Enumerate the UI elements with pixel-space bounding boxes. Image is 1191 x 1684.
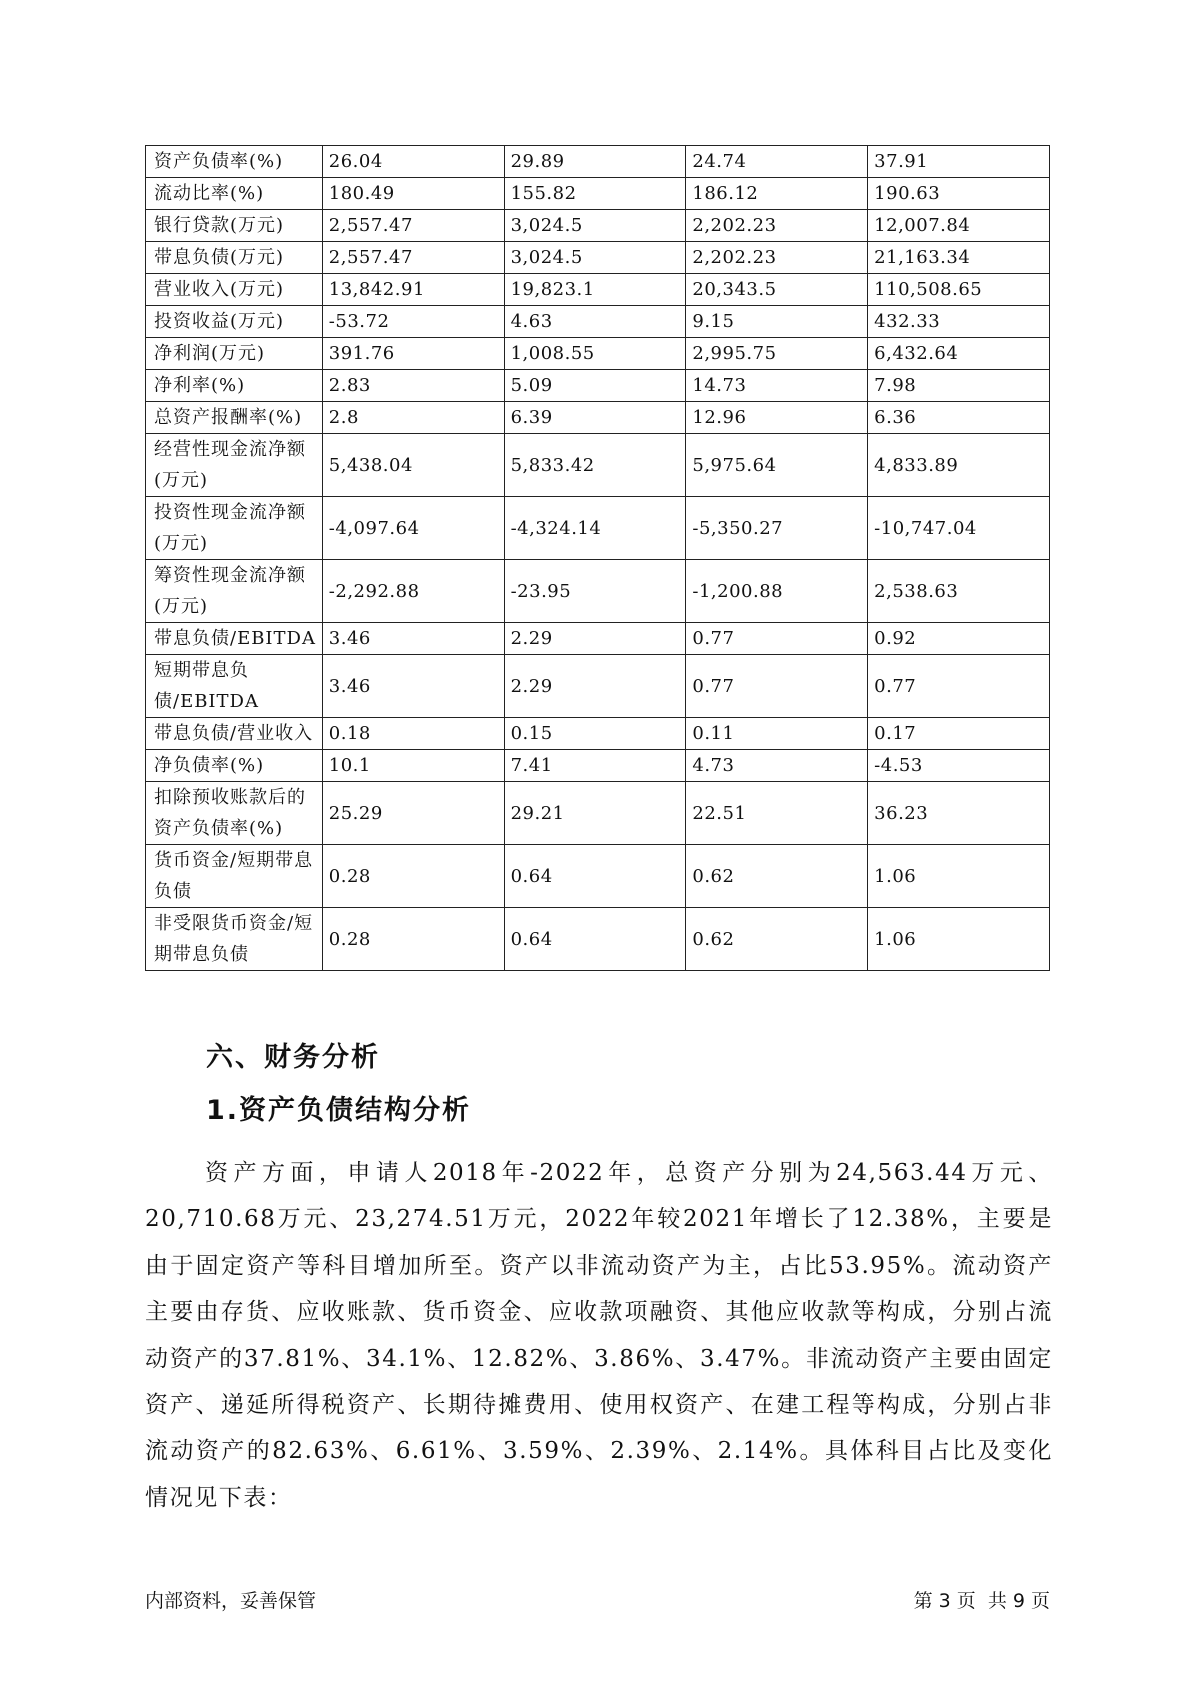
table-row (146, 370, 1050, 402)
cell-value: 4.73 (686, 750, 868, 782)
cell-value: 10.1 (322, 750, 504, 782)
cell-value: -4,324.14 (504, 497, 686, 560)
table-row (146, 718, 1050, 750)
cell-value: 180.49 (322, 178, 504, 210)
footer-page-number: 第 3 页 共 9 页 (913, 1590, 1050, 1612)
cell-value: 0.62 (686, 845, 868, 908)
table-row (146, 402, 1050, 434)
section-heading: 六、财务分析 (206, 1042, 380, 1073)
row-label: 短期带息负债/EBITDA (146, 655, 323, 718)
cell-value: 186.12 (686, 178, 868, 210)
cell-value: 0.28 (322, 845, 504, 908)
cell-value: -10,747.04 (868, 497, 1050, 560)
financial-indicators-table (145, 145, 1050, 971)
cell-value: 5,833.42 (504, 434, 686, 497)
cell-value: 0.17 (868, 718, 1050, 750)
cell-value: 12.96 (686, 402, 868, 434)
cell-value: 2.8 (322, 402, 504, 434)
cell-value: 2,557.47 (322, 242, 504, 274)
cell-value: 12,007.84 (868, 210, 1050, 242)
cell-value: 0.77 (686, 655, 868, 718)
cell-value: 2.29 (504, 623, 686, 655)
row-label: 经营性现金流净额(万元) (146, 434, 323, 497)
financial-table-body (146, 146, 1050, 971)
cell-value: -4,097.64 (322, 497, 504, 560)
row-label: 营业收入(万元) (146, 274, 323, 306)
table-row (146, 242, 1050, 274)
cell-value: 6.39 (504, 402, 686, 434)
cell-value: 0.64 (504, 845, 686, 908)
row-label: 投资性现金流净额(万元) (146, 497, 323, 560)
cell-value: 29.89 (504, 146, 686, 178)
table-row (146, 210, 1050, 242)
cell-value: 9.15 (686, 306, 868, 338)
table-row (146, 560, 1050, 623)
cell-value: 19,823.1 (504, 274, 686, 306)
cell-value: 4,833.89 (868, 434, 1050, 497)
row-label: 资产负债率(%) (146, 146, 323, 178)
cell-value: 0.64 (504, 908, 686, 971)
cell-value: -1,200.88 (686, 560, 868, 623)
row-label: 净利润(万元) (146, 338, 323, 370)
cell-value: 14.73 (686, 370, 868, 402)
cell-value: -2,292.88 (322, 560, 504, 623)
table-row (146, 845, 1050, 908)
cell-value: 0.77 (686, 623, 868, 655)
row-label: 带息负债/EBITDA (146, 623, 323, 655)
cell-value: 0.28 (322, 908, 504, 971)
cell-value: 3,024.5 (504, 242, 686, 274)
cell-value: 110,508.65 (868, 274, 1050, 306)
cell-value: 2.29 (504, 655, 686, 718)
row-label: 非受限货币资金/短期带息负债 (146, 908, 323, 971)
cell-value: 5,438.04 (322, 434, 504, 497)
row-label: 流动比率(%) (146, 178, 323, 210)
cell-value: -23.95 (504, 560, 686, 623)
table-row (146, 908, 1050, 971)
cell-value: -53.72 (322, 306, 504, 338)
cell-value: 0.11 (686, 718, 868, 750)
cell-value: 36.23 (868, 782, 1050, 845)
cell-value: 5.09 (504, 370, 686, 402)
table-row (146, 623, 1050, 655)
cell-value: -4.53 (868, 750, 1050, 782)
cell-value: 5,975.64 (686, 434, 868, 497)
row-label: 货币资金/短期带息负债 (146, 845, 323, 908)
cell-value: 2,538.63 (868, 560, 1050, 623)
cell-value: 7.98 (868, 370, 1050, 402)
row-label: 带息负债/营业收入 (146, 718, 323, 750)
table-row (146, 338, 1050, 370)
cell-value: 25.29 (322, 782, 504, 845)
cell-value: 1.06 (868, 845, 1050, 908)
row-label: 扣除预收账款后的资产负债率(%) (146, 782, 323, 845)
cell-value: 24.74 (686, 146, 868, 178)
row-label: 筹资性现金流净额(万元) (146, 560, 323, 623)
cell-value: 7.41 (504, 750, 686, 782)
cell-value: 26.04 (322, 146, 504, 178)
cell-value: 4.63 (504, 306, 686, 338)
cell-value: 3,024.5 (504, 210, 686, 242)
cell-value: 6.36 (868, 402, 1050, 434)
cell-value: 37.91 (868, 146, 1050, 178)
subsection-heading: 1.资产负债结构分析 (206, 1095, 472, 1126)
table-row (146, 434, 1050, 497)
cell-value: 0.77 (868, 655, 1050, 718)
cell-value: 2.83 (322, 370, 504, 402)
row-label: 银行贷款(万元) (146, 210, 323, 242)
cell-value: -5,350.27 (686, 497, 868, 560)
table-row (146, 750, 1050, 782)
cell-value: 22.51 (686, 782, 868, 845)
cell-value: 155.82 (504, 178, 686, 210)
cell-value: 3.46 (322, 623, 504, 655)
table-row (146, 655, 1050, 718)
cell-value: 0.18 (322, 718, 504, 750)
table-row (146, 274, 1050, 306)
cell-value: 20,343.5 (686, 274, 868, 306)
cell-value: 0.15 (504, 718, 686, 750)
row-label: 投资收益(万元) (146, 306, 323, 338)
cell-value: 21,163.34 (868, 242, 1050, 274)
table-row (146, 146, 1050, 178)
asset-analysis-paragraph: 资产方面，申请人2018年-2022年，总资产分别为24,563.44万元、20,710.68万元、23,274.51万元，2022年较2021年增长了12.38%，主要是由于固定资产等科目增加所至。资产以非流动资产为主，占比53.95%。流动资产主要由存货、应收账款、货币资金、应收款项融资、其他应收款等构成，分别占流动资产的37.81%、34.1%、12.82%、3.86%、3.47%。非流动资产主要由固定资产、递延所得税资产、长期待摊费用、使用权资产、在建工程等构成，分别占非流动资产的82.63%、6.61%、3.59%、2.39%、2.14%。具体科目占比及变化情况见下表： (145, 1160, 1053, 1511)
cell-value: 432.33 (868, 306, 1050, 338)
table-row (146, 178, 1050, 210)
cell-value: 6,432.64 (868, 338, 1050, 370)
footer-confidential-note: 内部资料，妥善保管 (145, 1590, 317, 1612)
cell-value: 190.63 (868, 178, 1050, 210)
cell-value: 2,202.23 (686, 210, 868, 242)
row-label: 带息负债(万元) (146, 242, 323, 274)
cell-value: 3.46 (322, 655, 504, 718)
row-label: 净利率(%) (146, 370, 323, 402)
cell-value: 391.76 (322, 338, 504, 370)
row-label: 总资产报酬率(%) (146, 402, 323, 434)
cell-value: 0.92 (868, 623, 1050, 655)
cell-value: 2,995.75 (686, 338, 868, 370)
cell-value: 13,842.91 (322, 274, 504, 306)
cell-value: 2,557.47 (322, 210, 504, 242)
table-row (146, 497, 1050, 560)
cell-value: 1.06 (868, 908, 1050, 971)
table-row (146, 306, 1050, 338)
cell-value: 0.62 (686, 908, 868, 971)
row-label: 净负债率(%) (146, 750, 323, 782)
cell-value: 29.21 (504, 782, 686, 845)
table-row (146, 782, 1050, 845)
cell-value: 1,008.55 (504, 338, 686, 370)
cell-value: 2,202.23 (686, 242, 868, 274)
